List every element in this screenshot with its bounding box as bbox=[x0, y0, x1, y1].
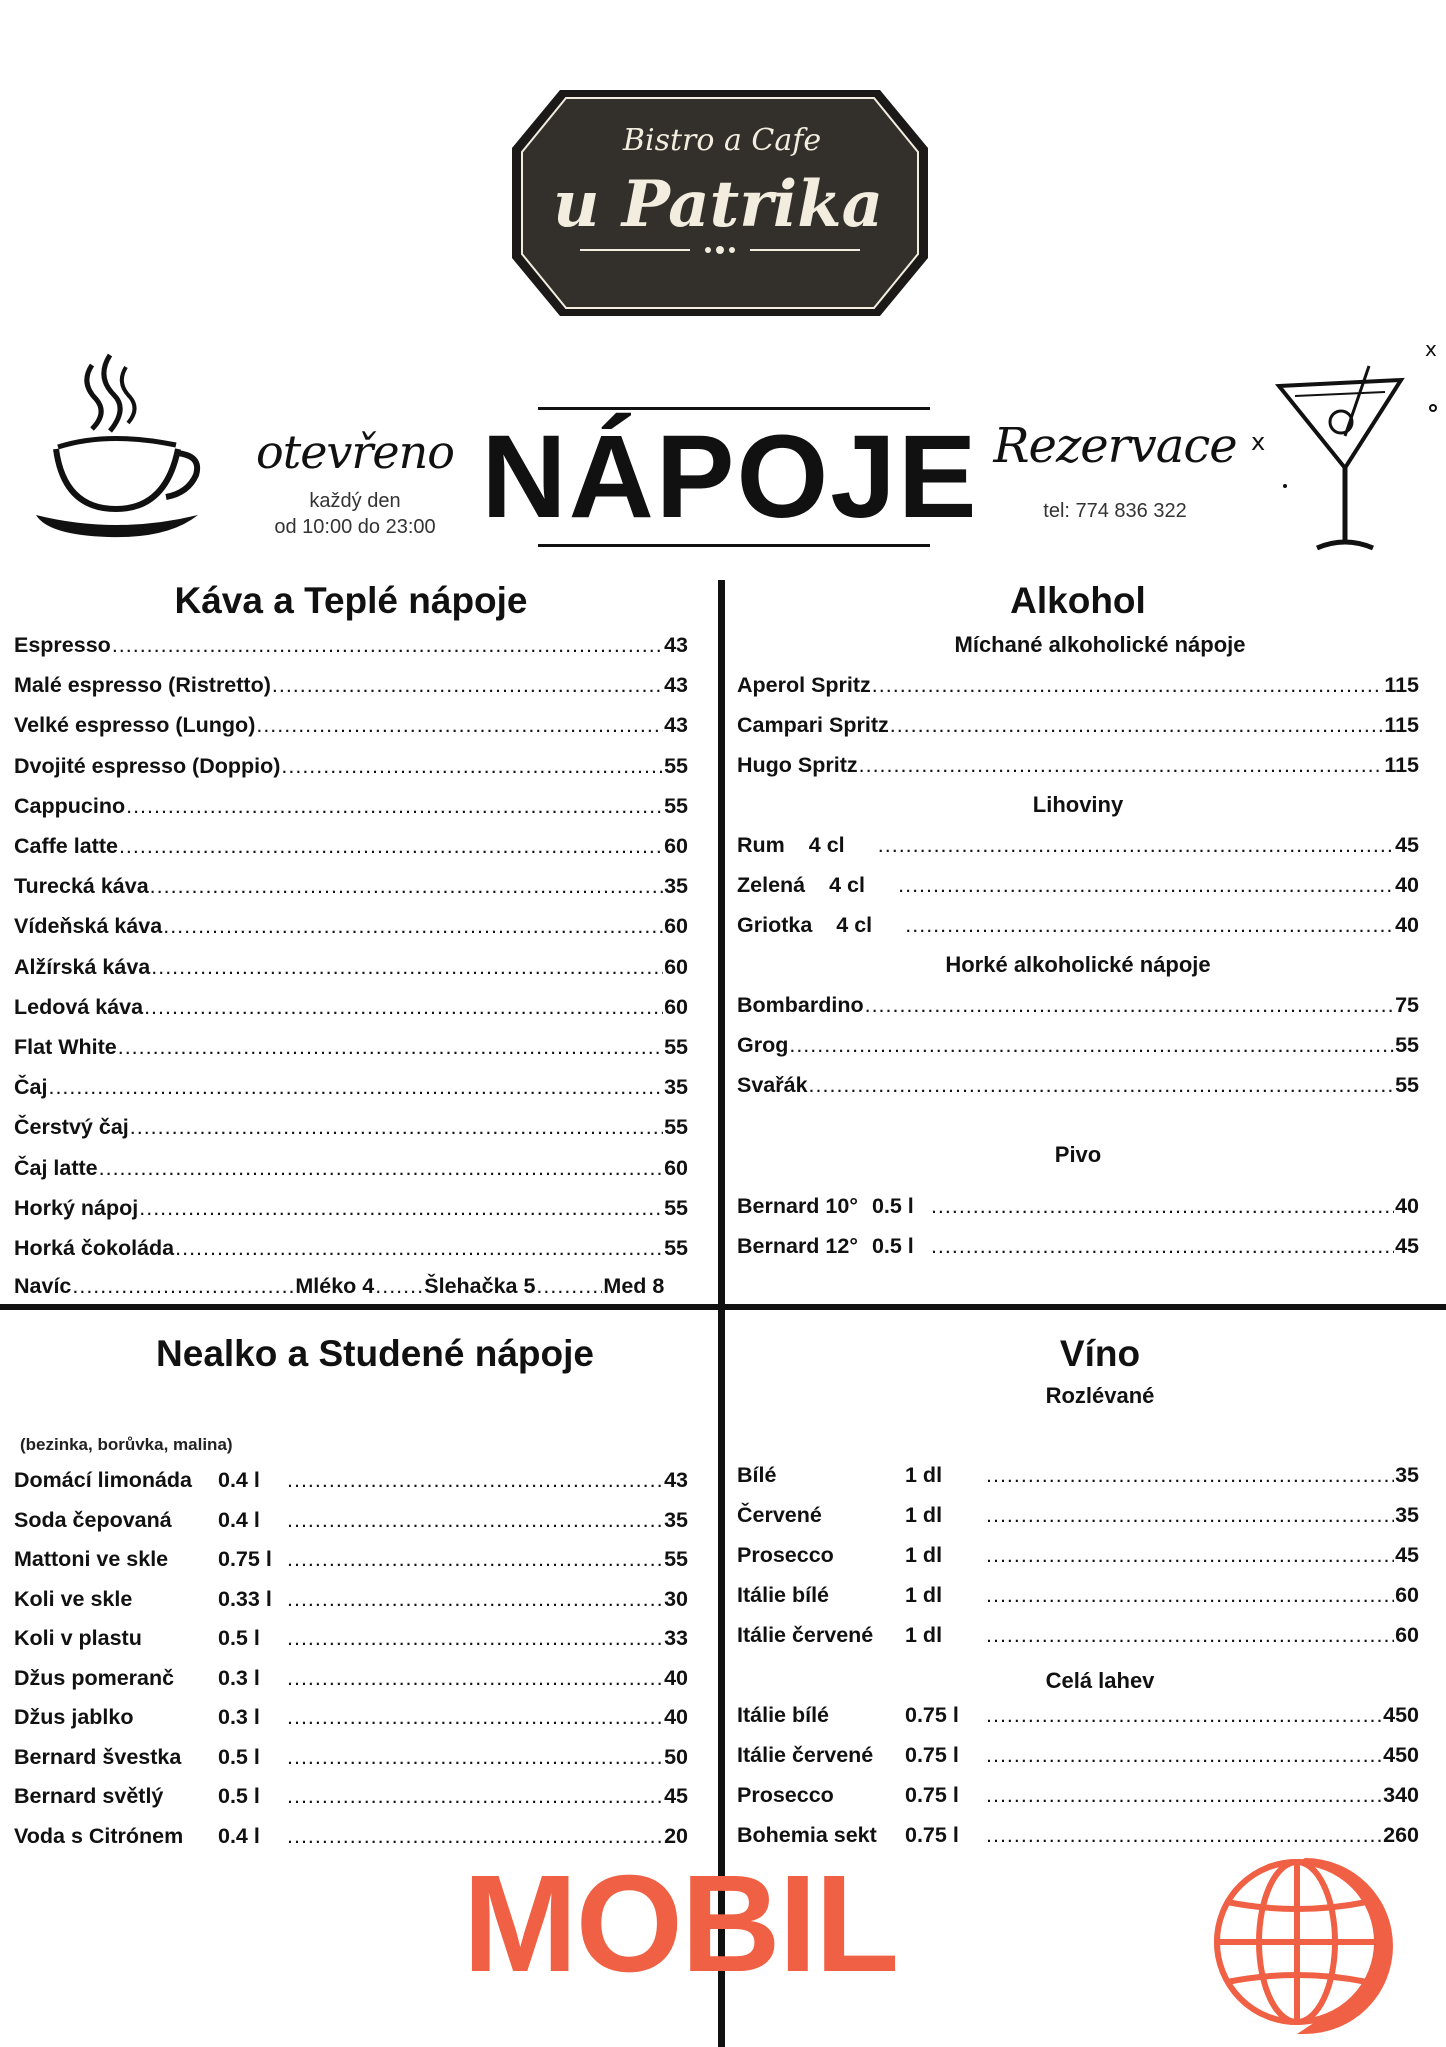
reservation-title: Rezervace bbox=[993, 418, 1237, 474]
item-price: 45 bbox=[1395, 833, 1419, 857]
logo-name: u Patrika bbox=[552, 167, 884, 242]
menu-row bbox=[14, 871, 688, 901]
item-volume: 0.33 l bbox=[218, 1586, 272, 1611]
menu-row bbox=[737, 750, 1419, 780]
item-name: Svařák bbox=[737, 1073, 808, 1097]
item-name: Čerstvý čaj bbox=[14, 1115, 129, 1140]
item-price: 60 bbox=[664, 954, 688, 979]
menu-row bbox=[14, 992, 688, 1022]
item-name: Mattoni ve skle bbox=[14, 1547, 169, 1571]
extras-row bbox=[14, 1271, 688, 1301]
menu-row bbox=[14, 831, 688, 861]
item-name: Džus pomeranč bbox=[14, 1665, 175, 1690]
leader-dots bbox=[287, 1544, 663, 1574]
leader-dots bbox=[986, 1580, 1394, 1610]
item-name: Aperol Spritz bbox=[737, 673, 871, 697]
menu-row bbox=[14, 1663, 688, 1693]
item-volume: 4 cl bbox=[808, 833, 845, 857]
coffee-section-title: Káva a Teplé nápoje bbox=[174, 580, 528, 621]
leader-dots bbox=[986, 1460, 1394, 1490]
item-name: Bernard 10° bbox=[737, 1194, 858, 1218]
item-volume: 0.5 l bbox=[218, 1784, 260, 1808]
mixed-drinks-title: Míchané alkoholické nápoje bbox=[954, 632, 1246, 657]
menu-row bbox=[14, 911, 688, 941]
item-name: Cappucino bbox=[14, 793, 126, 818]
lemonade-flavors: (bezinka, borůvka, malina) bbox=[20, 1435, 233, 1454]
item-price: 45 bbox=[1395, 1234, 1419, 1258]
item-name: Dvojité espresso (Doppio) bbox=[14, 753, 281, 778]
item-price: 40 bbox=[664, 1705, 688, 1729]
item-price: 115 bbox=[1384, 673, 1419, 697]
item-name: Prosecco bbox=[737, 1543, 834, 1567]
item-name: Vídeňská káva bbox=[14, 914, 163, 939]
leader-dots bbox=[281, 751, 663, 781]
item-name: Turecká káva bbox=[14, 874, 149, 899]
item-volume: 1 dl bbox=[905, 1463, 943, 1487]
menu-row bbox=[14, 1112, 688, 1142]
leader-dots bbox=[139, 1193, 663, 1223]
item-name: Itálie bílé bbox=[737, 1583, 830, 1607]
leader-dots bbox=[287, 1505, 663, 1535]
item-volume: 0.5 l bbox=[218, 1626, 260, 1650]
item-price: 60 bbox=[664, 834, 688, 858]
item-volume: 0.4 l bbox=[218, 1823, 260, 1848]
reservation-phone[interactable]: tel: 774 836 322 bbox=[1043, 500, 1187, 522]
extras-label: Navíc bbox=[14, 1274, 72, 1298]
item-price: 60 bbox=[664, 1155, 688, 1180]
item-price: 450 bbox=[1383, 1703, 1419, 1727]
item-name: Koli v plastu bbox=[14, 1626, 142, 1650]
leader-dots bbox=[130, 1112, 663, 1142]
item-price: 43 bbox=[664, 1468, 688, 1492]
horizontal-divider bbox=[0, 1304, 1446, 1310]
item-volume: 4 cl bbox=[829, 873, 865, 897]
item-name: Velké espresso (Lungo) bbox=[14, 713, 256, 738]
leader-dots bbox=[986, 1780, 1382, 1810]
item-name: Koli ve skle bbox=[14, 1586, 133, 1611]
page-title: NÁPOJE bbox=[481, 411, 979, 543]
item-price: 40 bbox=[1395, 913, 1419, 937]
soft-drinks-section-title: Nealko a Studené nápoje bbox=[156, 1333, 594, 1374]
opening-days: každý den bbox=[309, 490, 401, 512]
menu-row bbox=[14, 1032, 688, 1062]
item-volume: 1 dl bbox=[905, 1583, 943, 1607]
menu-row bbox=[737, 1500, 1419, 1530]
leader-dots bbox=[48, 1072, 663, 1102]
item-volume: 0.5 l bbox=[871, 1194, 914, 1218]
item-name: Alžírská káva bbox=[14, 954, 151, 979]
leader-dots bbox=[872, 670, 1384, 700]
menu-row bbox=[737, 1820, 1419, 1850]
item-price: 75 bbox=[1395, 993, 1419, 1017]
leader-dots bbox=[986, 1500, 1394, 1530]
item-price: 55 bbox=[664, 793, 688, 818]
title-rule-top bbox=[538, 407, 930, 410]
item-name: Hugo Spritz bbox=[737, 753, 858, 777]
leader-dots bbox=[986, 1700, 1382, 1730]
logo-subtitle: Bistro a Cafe bbox=[622, 123, 822, 158]
item-price: 55 bbox=[664, 1035, 688, 1059]
item-name: Griotka bbox=[737, 913, 813, 937]
leader-dots bbox=[119, 831, 663, 861]
leader-dots bbox=[859, 750, 1384, 780]
item-name: Grog bbox=[737, 1033, 789, 1057]
leader-dots bbox=[986, 1820, 1382, 1850]
item-price: 55 bbox=[664, 1547, 688, 1571]
item-name: Džus jablko bbox=[14, 1705, 134, 1729]
globe-chat-icon bbox=[1205, 1850, 1430, 2040]
item-price: 40 bbox=[1395, 1194, 1419, 1218]
vertical-divider bbox=[718, 580, 725, 2047]
item-price: 55 bbox=[664, 1115, 688, 1140]
item-price: 340 bbox=[1383, 1783, 1419, 1807]
item-price: 115 bbox=[1384, 753, 1419, 777]
menu-row bbox=[14, 1233, 688, 1263]
menu-row bbox=[737, 1740, 1419, 1770]
item-price: 55 bbox=[1395, 1073, 1419, 1097]
item-price: 60 bbox=[1395, 1583, 1419, 1607]
item-name: Itálie červené bbox=[737, 1743, 874, 1767]
leader-dots bbox=[890, 710, 1384, 740]
menu-row bbox=[737, 1580, 1419, 1610]
leader-dots bbox=[287, 1623, 663, 1653]
menu-row bbox=[737, 830, 1419, 860]
item-name: Ledová káva bbox=[14, 994, 144, 1019]
menu-row bbox=[14, 1584, 688, 1614]
leader-dots bbox=[163, 911, 663, 941]
leader-dots bbox=[287, 1742, 663, 1772]
extras-cream: Šlehačka 5 bbox=[424, 1274, 536, 1298]
item-price: 40 bbox=[664, 1665, 688, 1690]
item-price: 115 bbox=[1384, 713, 1419, 737]
menu-row bbox=[737, 670, 1419, 700]
item-name: Itálie bílé bbox=[737, 1703, 830, 1727]
item-name: Horká čokoláda bbox=[14, 1236, 175, 1260]
item-price: 260 bbox=[1383, 1823, 1419, 1847]
leader-dots bbox=[175, 1233, 663, 1263]
item-volume: 0.3 l bbox=[218, 1705, 260, 1729]
leader-dots bbox=[99, 1153, 663, 1183]
leader-dots bbox=[898, 870, 1394, 900]
menu-row bbox=[737, 870, 1419, 900]
item-name: Bernard švestka bbox=[14, 1744, 182, 1769]
item-volume: 1 dl bbox=[905, 1623, 943, 1647]
menu-row bbox=[14, 1702, 688, 1732]
item-price: 60 bbox=[1395, 1623, 1419, 1647]
leader-dots bbox=[905, 910, 1394, 940]
leader-dots bbox=[144, 992, 663, 1022]
svg-text:x: x bbox=[1425, 340, 1437, 361]
menu-row bbox=[14, 1821, 688, 1851]
item-price: 55 bbox=[664, 1236, 688, 1260]
item-name: Rum bbox=[737, 833, 785, 857]
item-name: Čaj latte bbox=[14, 1155, 98, 1180]
hot-alcohol-title: Horké alkoholické nápoje bbox=[945, 952, 1211, 977]
item-name: Campari Spritz bbox=[737, 713, 889, 737]
item-volume: 1 dl bbox=[905, 1503, 943, 1527]
menu-row bbox=[14, 1544, 688, 1574]
menu-row bbox=[737, 910, 1419, 940]
menu-row bbox=[737, 1780, 1419, 1810]
item-price: 60 bbox=[664, 914, 688, 939]
leader-dots bbox=[151, 952, 663, 982]
menu-row bbox=[14, 791, 688, 821]
leader-dots bbox=[287, 1663, 663, 1693]
item-name: Domácí limonáda bbox=[14, 1468, 193, 1492]
item-name: Horký nápoj bbox=[14, 1195, 139, 1220]
leader-dots bbox=[287, 1584, 663, 1614]
item-price: 55 bbox=[664, 753, 688, 778]
opening-title: otevřeno bbox=[256, 425, 454, 479]
cocktail-glass-icon bbox=[1245, 340, 1445, 560]
item-name: Malé espresso (Ristretto) bbox=[14, 673, 271, 698]
item-name: Zelená bbox=[737, 873, 806, 897]
item-price: 30 bbox=[664, 1586, 688, 1611]
item-price: 43 bbox=[664, 633, 688, 657]
menu-row bbox=[14, 751, 688, 781]
item-volume: 0.75 l bbox=[905, 1823, 959, 1847]
item-price: 35 bbox=[664, 1075, 688, 1100]
item-name: Čaj bbox=[14, 1075, 48, 1100]
menu-row bbox=[737, 1620, 1419, 1650]
menu-row bbox=[14, 710, 688, 740]
leader-dots bbox=[126, 791, 663, 821]
item-price: 43 bbox=[664, 673, 688, 698]
menu-row bbox=[14, 1153, 688, 1183]
item-volume: 1 dl bbox=[905, 1543, 943, 1567]
item-name: Itálie červené bbox=[737, 1623, 874, 1647]
menu-row bbox=[737, 1540, 1419, 1570]
item-price: 40 bbox=[1395, 873, 1419, 897]
menu-row bbox=[737, 1700, 1419, 1730]
leader-dots bbox=[789, 1030, 1394, 1060]
leader-dots bbox=[986, 1620, 1394, 1650]
leader-dots bbox=[272, 670, 663, 700]
menu-row bbox=[737, 710, 1419, 740]
item-name: Bernard 12° bbox=[737, 1234, 858, 1258]
beer-title: Pivo bbox=[1054, 1142, 1102, 1167]
spirits-title: Lihoviny bbox=[1032, 792, 1124, 817]
item-volume: 0.5 l bbox=[218, 1744, 260, 1769]
item-volume: 0.75 l bbox=[905, 1783, 959, 1807]
item-name: Bernard světlý bbox=[14, 1784, 164, 1808]
menu-row bbox=[737, 1231, 1419, 1261]
bistro-logo bbox=[500, 78, 940, 328]
item-price: 50 bbox=[664, 1744, 688, 1769]
menu-row bbox=[14, 1742, 688, 1772]
leader-dots bbox=[256, 710, 663, 740]
menu-row bbox=[14, 1623, 688, 1653]
item-price: 45 bbox=[1395, 1543, 1419, 1567]
item-name: Bohemia sekt bbox=[737, 1823, 877, 1847]
item-name: Flat White bbox=[14, 1035, 117, 1059]
extras-honey: Med 8 bbox=[603, 1274, 665, 1298]
menu-row bbox=[14, 1781, 688, 1811]
leader-dots bbox=[287, 1781, 663, 1811]
item-price: 450 bbox=[1383, 1743, 1419, 1767]
item-name: Prosecco bbox=[737, 1783, 834, 1807]
leader-dots bbox=[150, 871, 663, 901]
menu-row bbox=[737, 990, 1419, 1020]
item-name: Caffe latte bbox=[14, 834, 118, 858]
menu-row bbox=[14, 1072, 688, 1102]
menu-row bbox=[14, 952, 688, 982]
leader-dots bbox=[986, 1540, 1394, 1570]
leader-dots bbox=[931, 1191, 1394, 1221]
item-price: 45 bbox=[664, 1784, 688, 1808]
wine-section-title: Víno bbox=[1059, 1333, 1141, 1374]
menu-row bbox=[14, 1465, 688, 1495]
extras-milk: Mléko 4 bbox=[295, 1274, 375, 1298]
title-rule-bottom bbox=[538, 544, 930, 547]
item-volume: 0.5 l bbox=[871, 1234, 914, 1258]
leader-dots bbox=[865, 990, 1394, 1020]
menu-row bbox=[737, 1460, 1419, 1490]
item-price: 20 bbox=[664, 1823, 688, 1848]
leader-dots bbox=[931, 1231, 1394, 1261]
leader-dots bbox=[287, 1821, 663, 1851]
item-price: 33 bbox=[664, 1626, 688, 1650]
menu-row bbox=[14, 1193, 688, 1223]
alcohol-section-title: Alkohol bbox=[1010, 580, 1146, 621]
item-price: 55 bbox=[1395, 1033, 1419, 1057]
item-volume: 0.4 l bbox=[218, 1507, 260, 1532]
item-volume: 0.75 l bbox=[218, 1547, 272, 1571]
item-name: Bílé bbox=[737, 1463, 777, 1487]
leader-dots bbox=[878, 830, 1394, 860]
item-name: Bombardino bbox=[737, 993, 864, 1017]
menu-row bbox=[737, 1070, 1419, 1100]
leader-dots bbox=[986, 1740, 1382, 1770]
leader-dots bbox=[287, 1702, 663, 1732]
item-price: 35 bbox=[664, 1507, 688, 1532]
wine-glass-title: Rozlévané bbox=[1045, 1383, 1155, 1408]
leader-dots bbox=[287, 1465, 663, 1495]
svg-text:x: x bbox=[1251, 428, 1266, 456]
leader-dots bbox=[112, 630, 663, 660]
coffee-cup-icon bbox=[30, 345, 210, 545]
item-price: 35 bbox=[664, 874, 688, 899]
menu-row bbox=[14, 630, 688, 660]
leader-dots bbox=[118, 1032, 663, 1062]
menu-row bbox=[737, 1030, 1419, 1060]
item-name: Červené bbox=[737, 1503, 822, 1527]
item-price: 60 bbox=[664, 994, 688, 1019]
item-name: Voda s Citrónem bbox=[14, 1823, 184, 1848]
item-volume: 0.4 l bbox=[218, 1468, 260, 1492]
item-name: Espresso bbox=[14, 633, 111, 657]
wine-bottle-title: Celá lahev bbox=[1045, 1668, 1155, 1693]
item-price: 43 bbox=[664, 713, 688, 738]
item-price: 35 bbox=[1395, 1463, 1419, 1487]
opening-hours: od 10:00 do 23:00 bbox=[274, 516, 436, 538]
item-price: 55 bbox=[664, 1195, 688, 1220]
item-volume: 0.75 l bbox=[905, 1743, 959, 1767]
menu-row bbox=[737, 1191, 1419, 1221]
menu-row bbox=[14, 670, 688, 700]
item-price: 35 bbox=[1395, 1503, 1419, 1527]
item-name: Soda čepovaná bbox=[14, 1507, 172, 1532]
item-volume: 0.75 l bbox=[905, 1703, 959, 1727]
item-volume: 0.3 l bbox=[218, 1665, 260, 1690]
item-volume: 4 cl bbox=[836, 913, 873, 937]
mobil-brand-text: MOBIL bbox=[462, 1847, 898, 2001]
leader-dots bbox=[809, 1070, 1395, 1100]
menu-row bbox=[14, 1505, 688, 1535]
